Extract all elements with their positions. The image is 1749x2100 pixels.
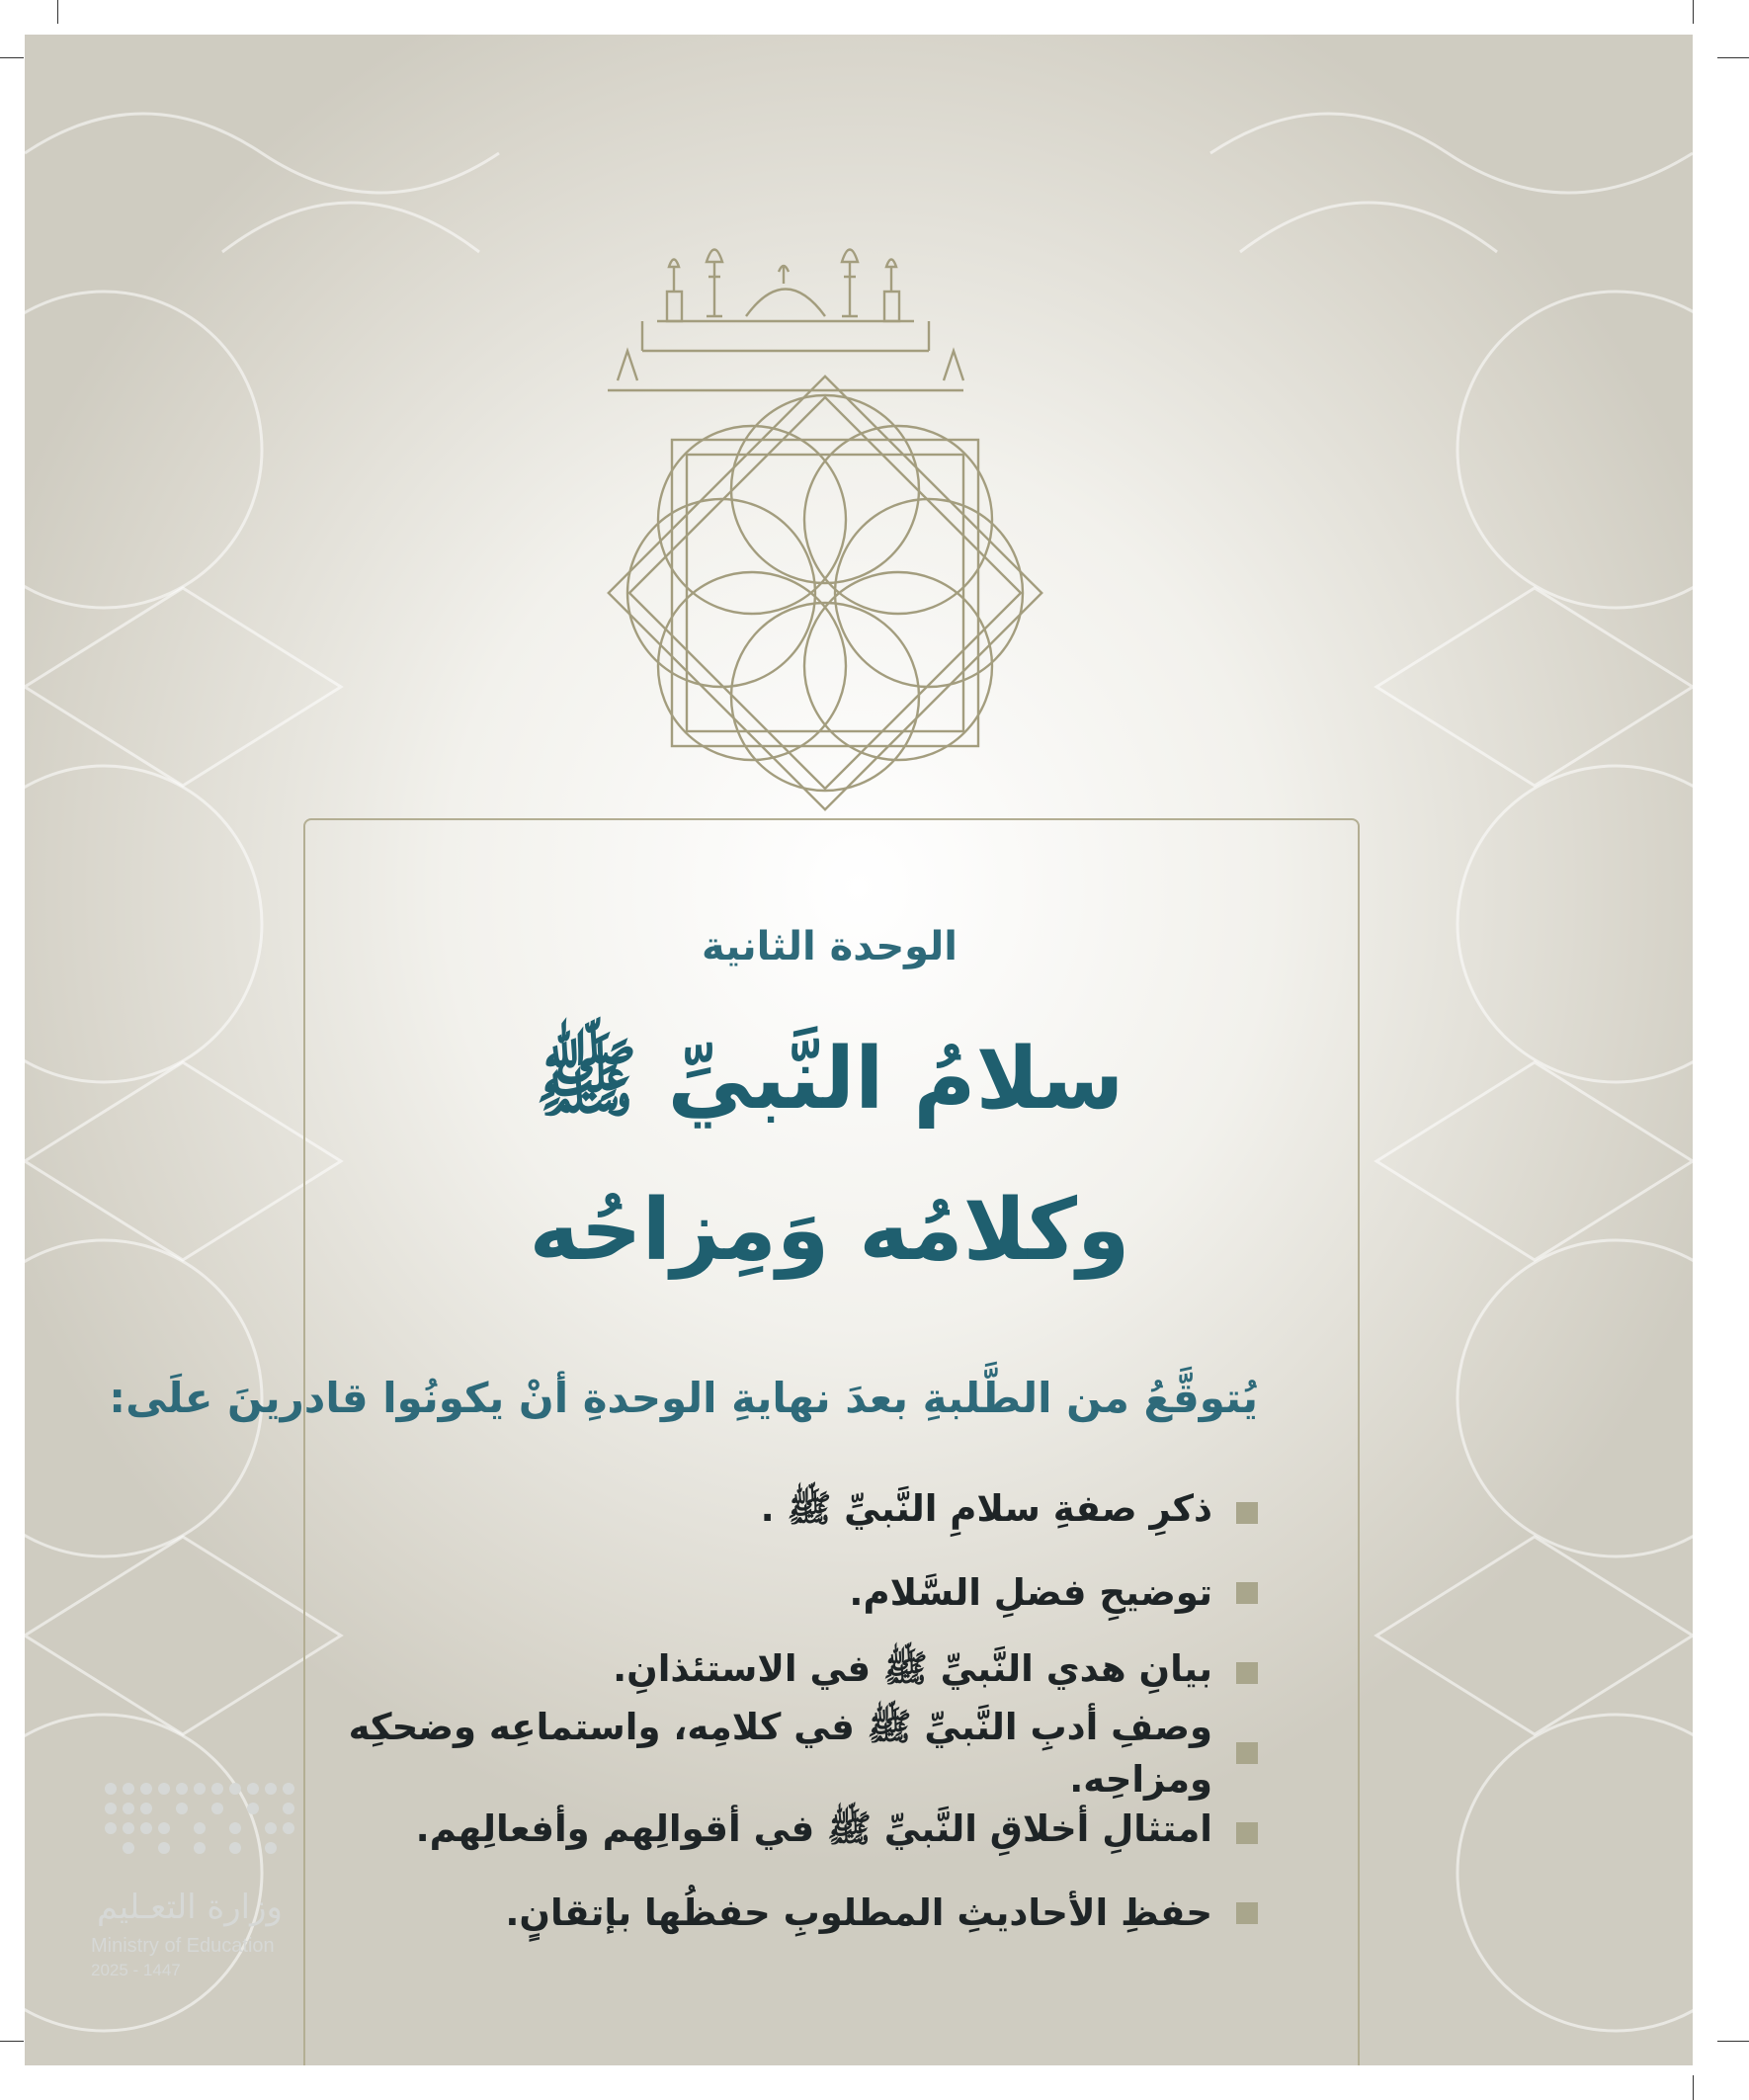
cover-page — [25, 35, 1693, 2065]
ministry-dots-logo-icon — [91, 1769, 308, 1878]
objectives-intro: يُتوقَّعُ من الطَّلبةِ بعدَ نهايةِ الوحدةِ أنْ يكونُوا قادرينَ علَى: — [109, 1374, 1258, 1422]
mosque-silhouette-icon — [608, 250, 963, 391]
objective-text: وصفِ أدبِ النَّبيِّ ﷺ في كلامِه، واستماعِه وضحكِه ومزاحِه. — [348, 1706, 1212, 1801]
unit-title-line-2: وكلامُه وَمِزاحُه — [529, 1181, 1130, 1280]
crop-mark-top-left-h — [0, 57, 24, 58]
objectives-list — [270, 1472, 1258, 1953]
ministry-name-english: Ministry of Education — [91, 1935, 275, 1957]
crop-mark-top-right-v — [1693, 0, 1694, 24]
crop-mark-bottom-left-h — [0, 2041, 24, 2042]
list-item — [270, 1633, 1258, 1713]
list-item — [270, 1793, 1258, 1873]
ministry-name-arabic: وزارة التعـليم — [97, 1888, 283, 1927]
ministry-year: 2025 - 1447 — [91, 1961, 181, 1979]
objective-text: ذكرِ صفةِ سلامِ النَّبيِّ ﷺ . — [760, 1486, 1212, 1530]
list-item — [270, 1706, 1258, 1801]
square-bullet-icon — [1236, 1582, 1258, 1604]
square-bullet-icon — [1236, 1822, 1258, 1844]
list-item — [270, 1873, 1258, 1953]
list-item — [270, 1472, 1258, 1553]
unit-title-line-1: سلامُ النَّبيِّ ﷺ — [535, 1030, 1124, 1129]
objective-text: توضيحِ فضلِ السَّلام. — [849, 1571, 1212, 1614]
square-bullet-icon — [1236, 1662, 1258, 1684]
square-bullet-icon — [1236, 1742, 1258, 1764]
list-item — [270, 1553, 1258, 1633]
crop-mark-top-right-h — [1717, 57, 1749, 58]
square-bullet-icon — [1236, 1902, 1258, 1924]
objective-text: حفظِ الأحاديثِ المطلوبِ حفظُها بإتقانٍ. — [505, 1891, 1212, 1934]
square-bullet-icon — [1236, 1502, 1258, 1524]
crop-mark-bottom-right-h — [1717, 2041, 1749, 2042]
unit-label: الوحدة الثانية — [702, 924, 958, 969]
crop-mark-top-left-v — [57, 0, 58, 24]
objective-text: بيانِ هدي النَّبيِّ ﷺ في الاستئذانِ. — [613, 1646, 1212, 1690]
islamic-star-rosette-icon — [609, 377, 1041, 809]
objective-text: امتثالِ أخلاقِ النَّبيِّ ﷺ في أقوالِهم وأفعالِهم. — [415, 1806, 1212, 1850]
crop-mark-bottom-right-v — [1693, 2075, 1694, 2100]
ornament-emblem — [548, 222, 1102, 855]
